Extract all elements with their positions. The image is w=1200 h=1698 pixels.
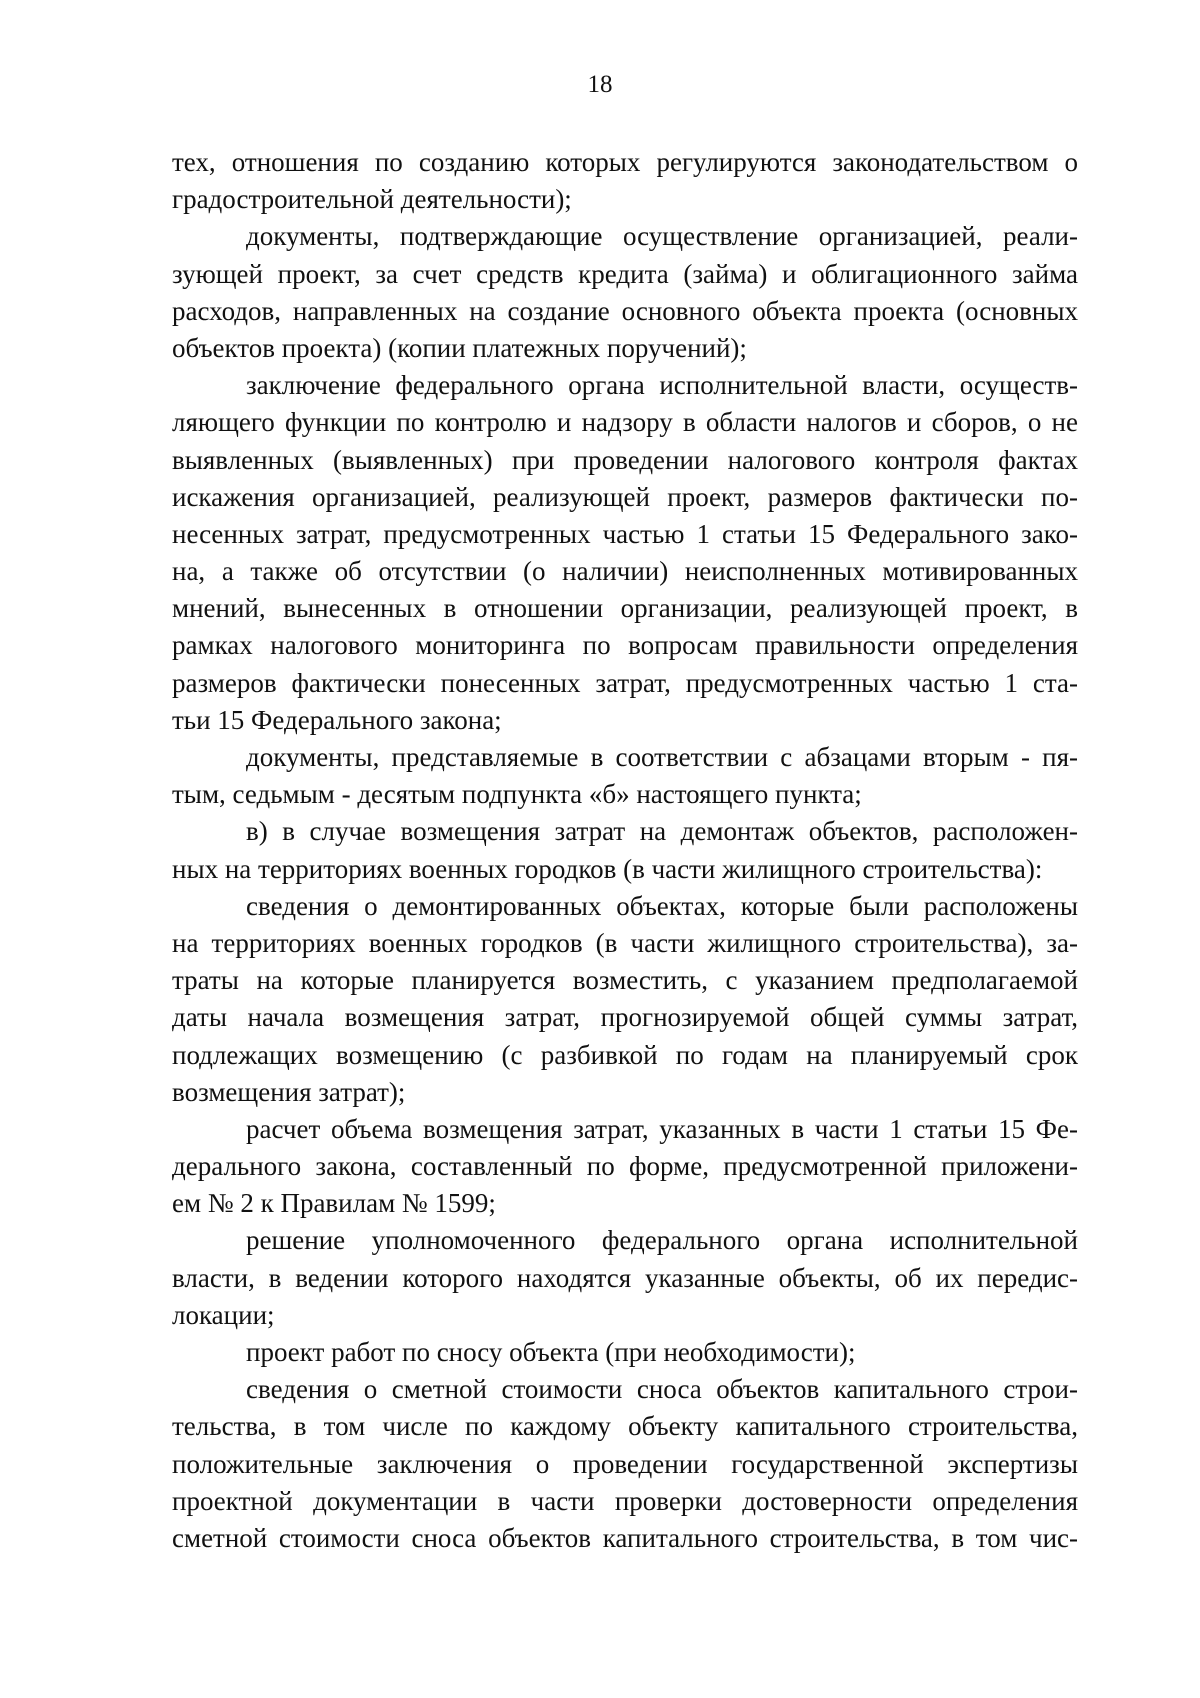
text-line: заключение федерального органа исполнительной власти, осуществ-: [246, 370, 1078, 401]
text-line: власти, в ведении которого находятся указанные объекты, об их передис-: [172, 1262, 1078, 1293]
page-number: 18: [587, 71, 613, 98]
document-body: [172, 144, 1078, 1557]
text-line: градостроительной деятельности);: [172, 184, 572, 215]
text-line: даты начала возмещения затрат, прогнозируемой общей суммы затрат,: [172, 1002, 1078, 1033]
text-line: локации;: [172, 1299, 275, 1330]
text-line: зующей проект, за счет средств кредита (займа) и облигационного займа: [172, 258, 1078, 289]
text-line: ных на территориях военных городков (в части жилищного строительства):: [172, 853, 1043, 884]
text-line: искажения организацией, реализующей проект, размеров фактически по-: [172, 481, 1078, 512]
text-line: ем № 2 к Правилам № 1599;: [172, 1188, 496, 1219]
text-line: объектов проекта) (копии платежных поручений);: [172, 332, 747, 363]
text-line: подлежащих возмещению (с разбивкой по годам на планируемый срок: [172, 1039, 1078, 1070]
text-line: размеров фактически понесенных затрат, предусмотренных частью 1 ста-: [172, 667, 1078, 698]
text-line: сведения о демонтированных объектах, которые были расположены: [246, 890, 1078, 921]
text-line: документы, представляемые в соответствии с абзацами вторым - пя-: [246, 742, 1078, 772]
text-line: в) в случае возмещения затрат на демонтаж объектов, расположен-: [246, 816, 1078, 847]
text-line: проект работ по сносу объекта (при необходимости);: [246, 1337, 856, 1367]
text-line: выявленных (выявленных) при проведении налогового контроля фактах: [172, 444, 1078, 475]
text-line: мнений, вынесенных в отношении организации, реализующей проект, в: [172, 593, 1078, 624]
text-line: расчет объема возмещения затрат, указанных в части 1 статьи 15 Фе-: [246, 1113, 1078, 1144]
text-line: тым, седьмым - десятым подпункта «б» настоящего пункта;: [172, 779, 862, 810]
text-line: расходов, направленных на создание основного объекта проекта (основных: [172, 295, 1078, 326]
text-line: дерального закона, составленный по форме, предусмотренной приложени-: [172, 1151, 1078, 1182]
text-line: положительные заключения о проведении государственной экспертизы: [172, 1448, 1078, 1479]
text-line: на, а также об отсутствии (о наличии) неисполненных мотивированных: [172, 556, 1078, 587]
text-line: возмещения затрат);: [172, 1076, 406, 1107]
text-line: на территориях военных городков (в части жилищного строительства), за-: [172, 927, 1078, 958]
text-line: тех, отношения по созданию которых регулируются законодательством о: [172, 147, 1078, 177]
text-line: тьи 15 Федерального закона;: [172, 704, 502, 735]
text-line: документы, подтверждающие осуществление организацией, реали-: [246, 221, 1078, 252]
text-line: тельства, в том числе по каждому объекту капитального строительства,: [172, 1411, 1078, 1442]
text-line: ляющего функции по контролю и надзору в области налогов и сборов, о не: [172, 407, 1078, 438]
text-line: решение уполномоченного федерального органа исполнительной: [246, 1225, 1078, 1256]
text-line: проектной документации в части проверки достоверности определения: [172, 1485, 1078, 1516]
text-line: несенных затрат, предусмотренных частью 1 статьи 15 Федерального зако-: [172, 518, 1078, 549]
text-line: сметной стоимости сноса объектов капитального строительства, в том чис-: [172, 1522, 1078, 1553]
text-line: траты на которые планируется возместить, с указанием предполагаемой: [172, 965, 1078, 996]
text-line: рамках налогового мониторинга по вопросам правильности определения: [172, 630, 1078, 661]
text-line: сведения о сметной стоимости сноса объектов капитального строи-: [246, 1374, 1078, 1405]
